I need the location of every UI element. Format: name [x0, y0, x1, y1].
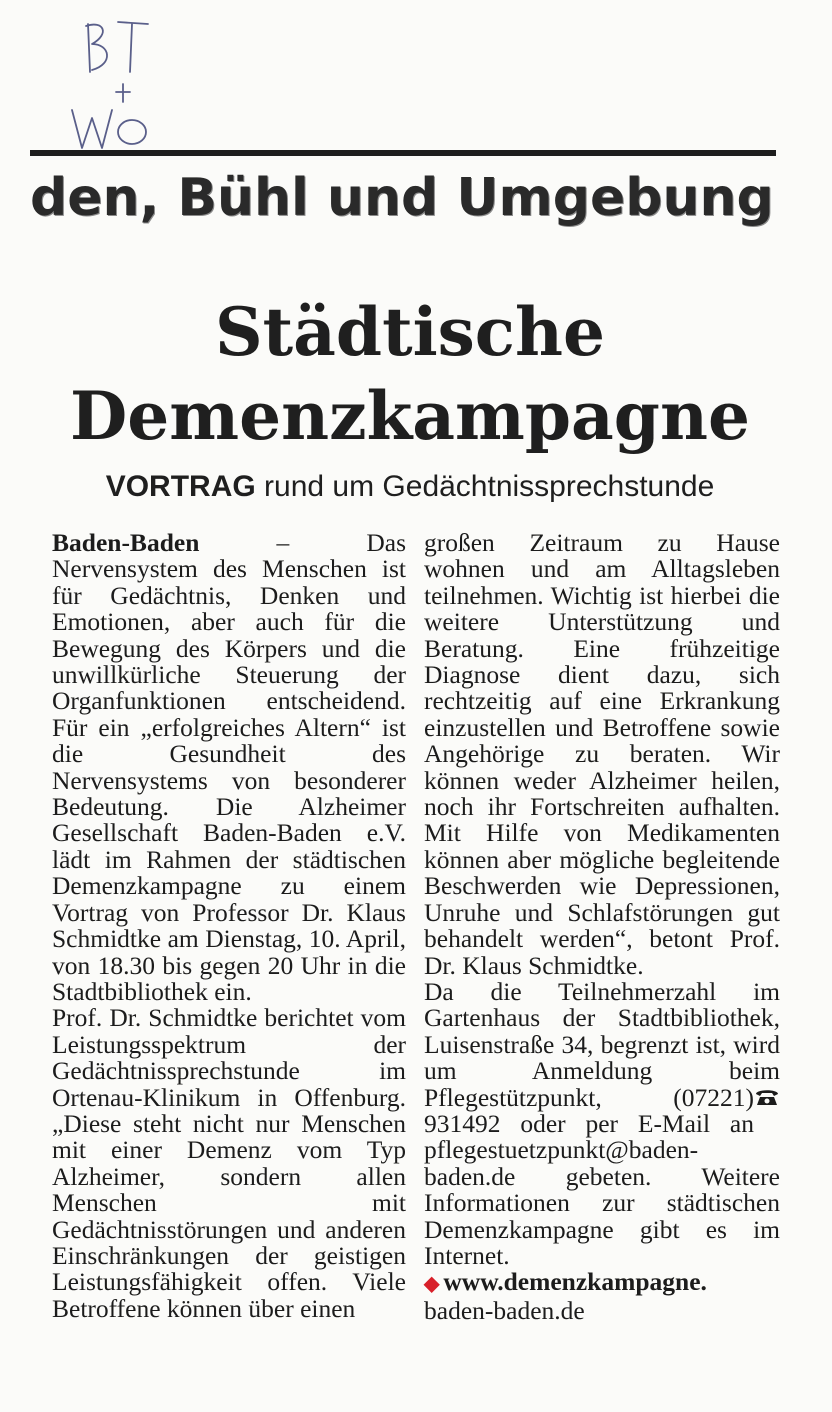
web-link[interactable]	[424, 1269, 780, 1324]
section-rule	[30, 150, 776, 156]
subheadline	[40, 470, 780, 504]
section-header: den, Bühl und Umgebung	[30, 168, 774, 228]
dateline: Baden-Baden	[52, 528, 200, 557]
subheadline-text: rund um Gedächtnissprechstunde	[264, 470, 715, 503]
handwritten-note-drawing	[66, 14, 176, 154]
article-paragraph-2-continued: großen Zeitraum zu Hause wohnen und am Alltagsleben teilnehmen. Wichtig ist hierbei die weitere Unterstützung und Beratung. Eine frühzeitige Diagnose dient dazu, sich rechtzeitig auf eine Erkrankung einzustellen und Betroffene sowie Angehörige zu beraten. Wir können weder Alzheimer heilen, noch ihr Fortschreiten aufhalten. Mit Hilfe von Medikamenten können aber mögliche begleitende Beschwerden wie Depressionen, Unruhe und Schlafstörungen gut behandelt werden“, betont Prof. Dr. Klaus Schmidtke.	[424, 528, 780, 980]
article-paragraph-3	[424, 976, 780, 1270]
headline	[40, 290, 780, 458]
link-url-part-2: baden-baden.de	[424, 1295, 585, 1325]
paragraph-1-text: – Das Nervensystem des Menschen ist für Gedächtnis, Denken und Emotionen, aber auch für die Bewegung des Körpers und die unwillkürliche Steuerung der Organfunktionen entscheidend. Für ein „erfolgreiches Altern“ ist die Gesundheit des Nervensystems von besonderer Bedeutung. Die Alzheimer Gesellschaft Baden-Baden e.V. lädt im Rahmen der städtischen Demenzkampagne zu einem Vortrag von Professor Dr. Klaus Schmidtke am Dienstag, 10. April, von 18.30 bis gegen 20 Uhr in die Stadtbibliothek ein.	[52, 528, 406, 1006]
diamond-bullet-icon: ◆	[424, 1273, 440, 1296]
article-paragraph-2: Prof. Dr. Schmidtke berichtet vom Leistungsspektrum der Gedächtnissprechstunde im Ortenau-Klinikum in Offenburg. „Diese steht nicht nur Menschen mit einer Demenz vom Typ Alzheimer, sondern allen Menschen mit Gedächtnisstörungen und anderen Einschränkungen der geistigen Leistungsfähigkeit offen. Viele Betroffene können über einen	[52, 1003, 406, 1323]
headline-line-2: Demenzkampagne	[70, 377, 750, 455]
paragraph-3-text-b: (07221) 931492 oder per E-Mail an pflegestuetzpunkt@baden-baden.de gebeten. Weitere Informationen zur städtischen Demenzkampagne gibt es im Internet.	[424, 1082, 780, 1270]
headline-line-1: Städtische	[215, 293, 605, 371]
subheadline-kicker: VORTRAG	[105, 470, 256, 503]
telephone-icon	[754, 1086, 780, 1112]
link-url-part-1: www.demenzkampagne.	[443, 1267, 707, 1297]
handwritten-note	[66, 14, 176, 154]
article-column-left	[52, 530, 406, 1322]
paragraph-3-text-a: Da die Teilnehmerzahl im Gartenhaus der Stadtbibliothek, Luisenstraße 34, begrenzt ist, wird um Anmeldung beim Pflegestützpunkt,	[424, 976, 780, 1112]
article-column-right	[424, 530, 780, 1324]
article-paragraph-1	[52, 530, 406, 1005]
